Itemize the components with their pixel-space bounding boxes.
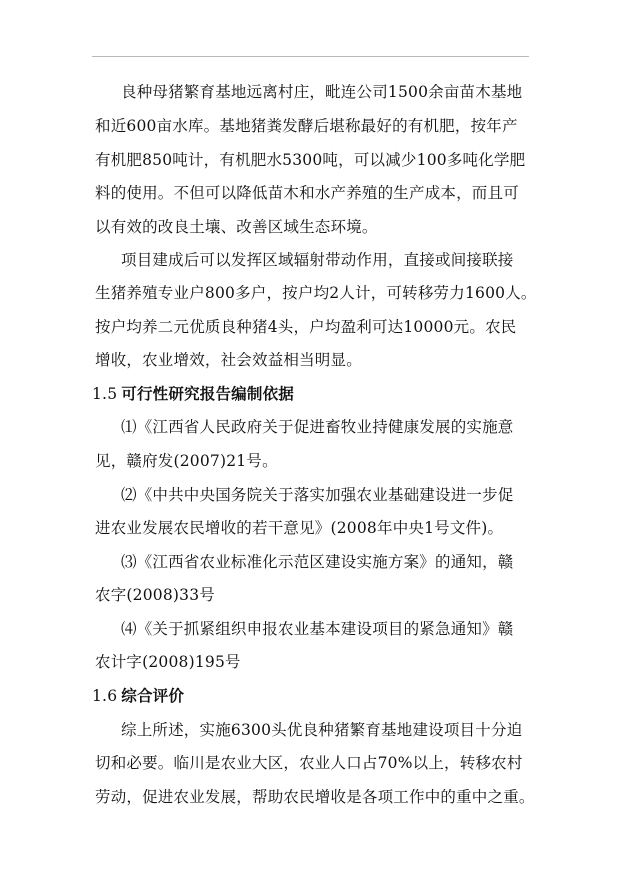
paragraph-line: 料的使用。不但可以降低苗木和水产养殖的生产成本，而且可 [95,184,519,202]
reference-item-line: 农字(2008)33号 [95,586,215,604]
reference-item-line: 进农业发展农民增收的若干意见》(2008年中央1号文件)。 [95,519,504,537]
paragraph-line: 增收，农业增效，社会效益相当明显。 [95,351,362,369]
paragraph-line: 良种母猪繁育基地远离村庄，毗连公司1500余亩苗木基地 [121,83,523,101]
reference-item-line: 见，赣府发(2007)21号。 [95,452,278,470]
reference-item-line: ⑴《江西省人民政府关于促进畜牧业持健康发展的实施意 [121,418,514,436]
paragraph-line: 以有效的改良土壤、改善区域生态环境。 [95,218,378,236]
paragraph-line: 有机肥850吨计，有机肥水5300吨，可以减少100多吨化学肥 [95,151,526,169]
paragraph-line: 和近600亩水库。基地猪粪发酵后堪称最好的有机肥，按年产 [95,117,518,135]
paragraph-line: 综上所述，实施6300头优良种猪繁育基地建设项目十分迫 [121,721,523,739]
section-title: 可行性研究报告编制依据 [121,385,294,403]
paragraph-line: 劳动，促进农业发展，帮助农民增收是各项工作中的重中之重。 [95,788,535,806]
reference-item-line: ⑵《中共中央国务院关于落实加强农业基础建设进一步促 [121,486,514,504]
section-heading [92,384,294,404]
reference-item-line: ⑷《关于抓紧组织申报农业基本建设项目的紧急通知》赣 [121,620,514,638]
header-rule [92,56,529,57]
paragraph-line: 生猪养殖专业户800多户，按户均2人计，可转移劳力1600人。 [95,284,537,302]
section-title: 综合评价 [121,687,185,705]
section-number: 1.5 [92,385,118,403]
reference-item-line: ⑶《江西省农业标准化示范区建设实施方案》的通知，赣 [121,553,514,571]
reference-item-line: 农计字(2008)195号 [95,653,241,671]
section-heading [92,686,184,706]
paragraph-line: 项目建成后可以发挥区域辐射带动作用，直接或间接联接 [121,251,514,269]
section-number: 1.6 [92,687,118,705]
paragraph-line: 按户均养二元优质良种猪4头，户均盈利可达10000元。农民 [95,318,517,336]
paragraph-line: 切和必要。临川是农业大区，农业人口占70%以上，转移农村 [95,754,523,772]
